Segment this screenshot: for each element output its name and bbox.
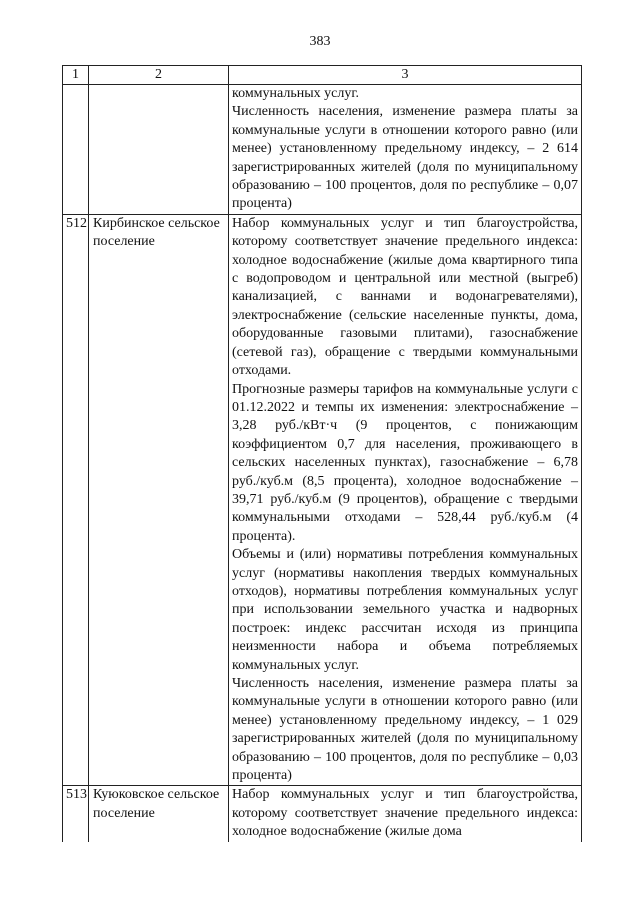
settlement-name: Куюковское сельское поселение <box>89 786 229 842</box>
page-number: 383 <box>309 34 331 49</box>
table-row <box>63 214 582 786</box>
header-col-2: 2 <box>89 66 229 85</box>
row-number: 513 <box>63 786 89 842</box>
table-row <box>63 786 582 842</box>
paragraph: Численность населения, изменение размера платы за коммунальные услуги в отношении которого равно (или менее) установленному предельному индексу, – 2 614 зарегистрированных жителей (доля по муниципальному образованию – 100 процентов, доля по республике – 0,07 процента) <box>232 104 578 212</box>
paragraph: Объемы и (или) нормативы потребления коммунальных услуг (нормативы накопления твердых коммунальных отходов), нормативы потребления коммунальных услуг при использовании земельного участка и надворных построек: индекс рассчитан исходя из принципа неизменности набора и объема потребляемых коммунальных услуг. <box>232 547 578 673</box>
paragraph: коммунальных услуг. <box>232 86 360 101</box>
paragraph: Численность населения, изменение размера платы за коммунальные услуги в отношении которого равно (или менее) установленному предельному индексу, – 1 029 зарегистрированных жителей (доля по муниципальному образованию – 100 процентов, доля по республике – 0,03 процента) <box>232 676 578 784</box>
row-number: 512 <box>63 214 89 786</box>
row-content <box>229 786 582 842</box>
settlement-name: Кирбинское сельское поселение <box>89 214 229 786</box>
paragraph: Прогнозные размеры тарифов на коммунальные услуги с 01.12.2022 и темпы их изменения: электроснабжение – 3,28 руб./кВт·ч (9 процентов, с понижающим коэффициентом 0,7 для населения, проживающего в сельских населенных пунктах), газоснабжение – 6,78 руб./куб.м (8,5 процента), холодное водоснабжение – 39,71 руб./куб.м (9 процентов), обращение с твердыми коммунальными отходами – 528,44 руб./куб.м (4 процента). <box>232 381 578 544</box>
paragraph: Набор коммунальных услуг и тип благоустройства, которому соответствует значение предельного индекса: холодное водоснабжение (жилые дома <box>232 787 578 840</box>
settlement-name <box>89 85 229 215</box>
paragraph: Набор коммунальных услуг и тип благоустройства, которому соответствует значение предельного индекса: холодное водоснабжение (жилые дома квартирного типа с водопроводом и центральной или местной (выгреб) канализацией, с ваннами и водонагревателями), электроснабжение (сельские населенные пункты, дома, оборудованные газовыми плитами), газоснабжение (сетевой газ), обращение с твердыми коммунальными отходами. <box>232 215 578 379</box>
tariff-table <box>62 65 582 842</box>
row-content <box>229 85 582 215</box>
table-row <box>63 85 582 215</box>
header-col-3: 3 <box>229 66 582 85</box>
header-col-1: 1 <box>63 66 89 85</box>
row-number <box>63 85 89 215</box>
row-content <box>229 214 582 786</box>
table-header-row <box>63 66 582 85</box>
